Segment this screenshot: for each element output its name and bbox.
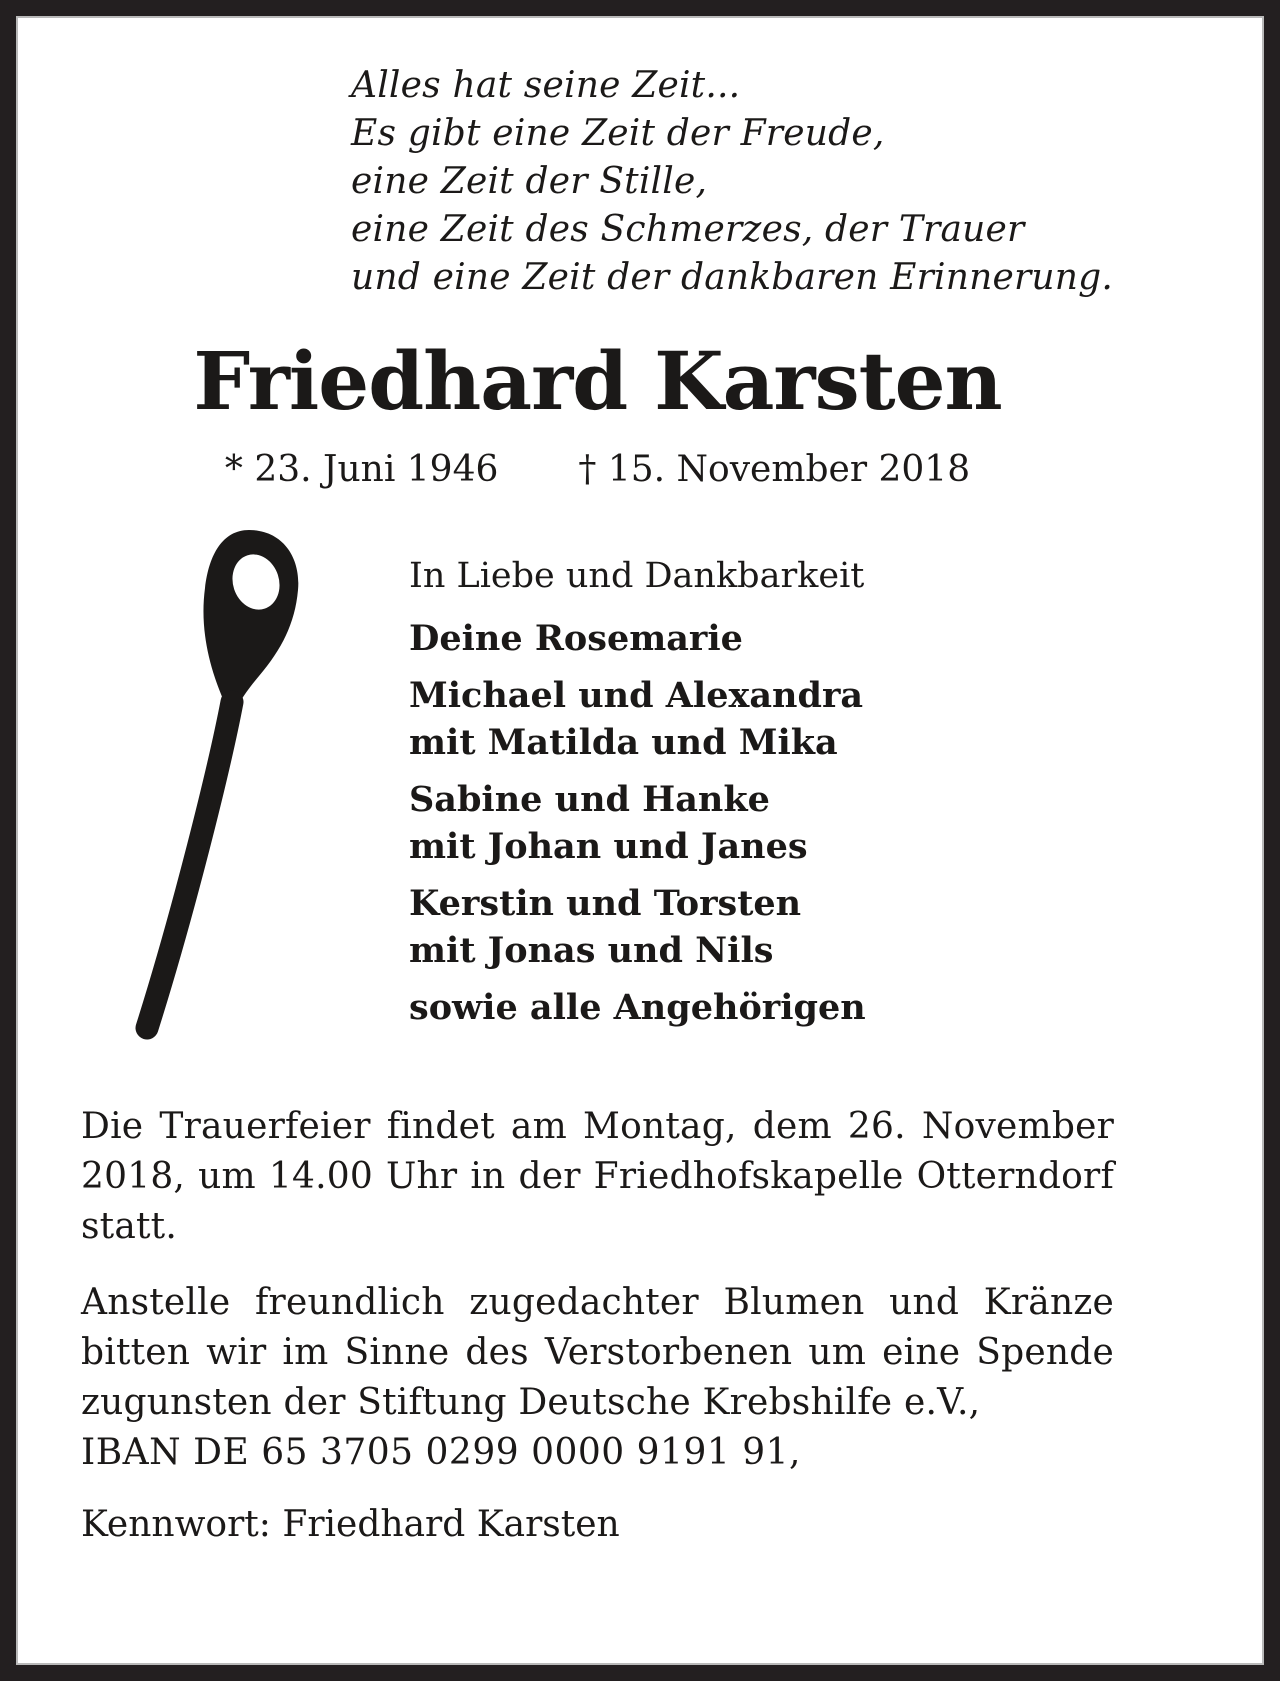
poem-line: und eine Zeit der dankbaren Erinnerung. [351,257,1114,298]
keyword-line: Kennwort: Friedhard Karsten [81,1504,620,1546]
birth-date: * 23. Juni 1946 [224,449,499,491]
mourner-line: sowie alle Angehörigen [409,987,866,1029]
mourner-line: Kerstin und Torsten [409,883,802,925]
mourner-line: mit Matilda und Mika [409,722,838,764]
mourners-column [409,526,1114,1031]
mourner-line: Michael und Alexandra [409,675,864,717]
iban-line: IBAN DE 65 3705 0299 0000 9191 91, [81,1432,801,1474]
poem-line: Alles hat seine Zeit... [351,65,741,106]
mourner-group [409,984,1114,1031]
donation-paragraph: Anstelle freundlich zugedachter Blumen und Kränze bitten wir im Sinne des Verstorbenen um eine Spende zugunsten der Stiftung Deutsche Krebshilfe e.V., [81,1282,1114,1424]
death-date: † 15. November 2018 [578,449,971,491]
needle-icon [131,526,313,1048]
deceased-name: Friedhard Karsten [193,334,1002,428]
mourner-group [409,776,1114,870]
life-dates [81,446,1114,494]
tribute-line: In Liebe und Dankbarkeit [409,556,865,597]
mourning-section [81,526,1114,1048]
poem-line: Es gibt eine Zeit der Freude, [351,113,885,154]
mourner-group [409,672,1114,766]
mourner-line: mit Johan und Janes [409,826,808,868]
notice-content [16,16,1264,1665]
poem-line: eine Zeit der Stille, [351,161,708,202]
mourner-group [409,880,1114,974]
mourner-line: mit Jonas und Nils [409,930,774,972]
mourner-line: Deine Rosemarie [409,618,743,660]
funeral-paragraph: Die Trauerfeier findet am Montag, dem 26. November 2018, um 14.00 Uhr in der Friedhofskapelle Otterndorf statt. [81,1106,1114,1248]
poem-line: eine Zeit des Schmerzes, der Trauer [351,209,1025,250]
mourner-group [409,615,1114,662]
memorial-poem [351,62,1114,302]
mourner-line: Sabine und Hanke [409,779,770,821]
